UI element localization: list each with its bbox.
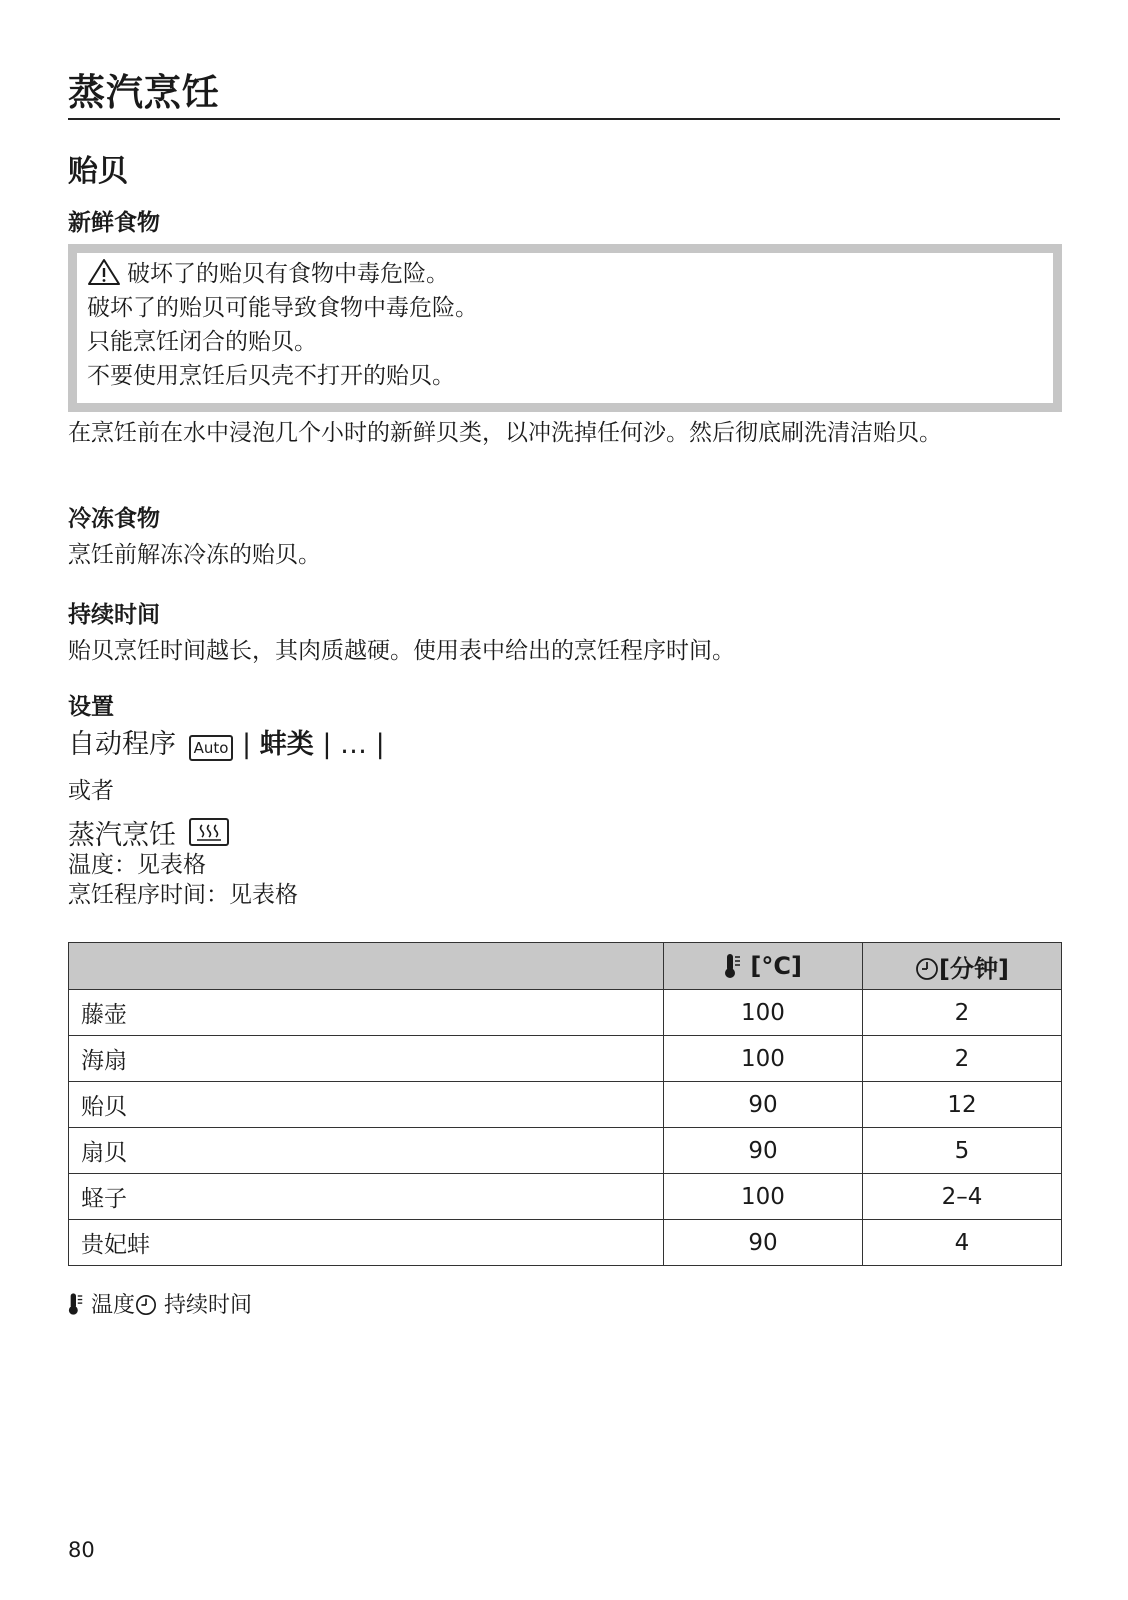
row-food: 贻贝 [69, 1082, 664, 1128]
header-divider [68, 118, 1060, 120]
row-temp: 90 [663, 1082, 862, 1128]
warning-line-3: 只能烹饪闭合的贻贝。 [87, 329, 317, 355]
warning-line-1-text: 破坏了的贻贝有食物中毒危险。 [127, 261, 449, 287]
table-row [69, 1036, 1062, 1082]
row-food: 蛏子 [69, 1174, 664, 1220]
table-header-row [69, 943, 1062, 990]
table-row [69, 1082, 1062, 1128]
table-row [69, 1128, 1062, 1174]
row-food: 海扇 [69, 1036, 664, 1082]
temp-unit-label: [°C] [750, 952, 802, 980]
steam-cooking-line [68, 818, 229, 853]
or-text: 或者 [68, 778, 114, 804]
row-temp: 90 [663, 1220, 862, 1266]
warning-line-4: 不要使用烹饪后贝壳不打开的贻贝。 [87, 363, 455, 389]
clock-icon [915, 957, 939, 981]
auto-program-label: 自动程序 [68, 729, 176, 760]
auto-mode-icon: Auto [189, 735, 234, 761]
row-time: 5 [862, 1128, 1061, 1174]
row-time: 12 [862, 1082, 1061, 1128]
warning-box [68, 244, 1062, 412]
cooking-table [68, 942, 1062, 1266]
row-time: 2 [862, 990, 1061, 1036]
warning-box-inner [77, 253, 1053, 403]
warning-triangle-icon [87, 258, 121, 286]
table-row [69, 1220, 1062, 1266]
page-number: 80 [68, 1538, 95, 1562]
frozen-food-text: 烹饪前解冻冷冻的贻贝。 [68, 542, 321, 568]
table-legend [68, 1288, 252, 1319]
path-ellipsis: | … | [322, 729, 385, 760]
thermometer-icon [724, 953, 742, 979]
row-temp: 100 [663, 1036, 862, 1082]
fresh-food-heading: 新鲜食物 [68, 210, 160, 236]
table-header-temp [663, 943, 862, 990]
row-time: 2 [862, 1036, 1061, 1082]
time-unit-label: [分钟] [939, 954, 1009, 983]
temperature-setting: 温度：见表格 [68, 852, 206, 878]
row-food: 贵妃蚌 [69, 1220, 664, 1266]
row-food: 扇贝 [69, 1128, 664, 1174]
steam-cooking-label: 蒸汽烹饪 [68, 820, 176, 851]
table-row [69, 1174, 1062, 1220]
table-row [69, 990, 1062, 1036]
steam-mode-icon [189, 818, 229, 846]
legend-duration-label: 持续时间 [164, 1293, 253, 1318]
category-label: 蚌类 [259, 729, 314, 760]
warning-line-2: 破坏了的贻贝可能导致食物中毒危险。 [87, 295, 478, 321]
duration-text: 贻贝烹饪时间越长，其肉质越硬。使用表中给出的烹饪程序时间。 [68, 638, 735, 664]
clock-icon [135, 1294, 157, 1316]
thermometer-icon [68, 1292, 84, 1316]
row-temp: 100 [663, 990, 862, 1036]
time-setting: 烹饪程序时间：见表格 [68, 882, 298, 908]
legend-temp-label: 温度 [91, 1293, 136, 1318]
row-time: 4 [862, 1220, 1061, 1266]
section-title: 贻贝 [68, 154, 128, 189]
table-header-time [862, 943, 1061, 990]
warning-line-1 [87, 257, 1053, 291]
frozen-food-heading: 冷冻食物 [68, 506, 160, 532]
settings-heading: 设置 [68, 694, 114, 720]
row-time: 2–4 [862, 1174, 1061, 1220]
path-separator: | [242, 729, 252, 760]
auto-program-path [68, 728, 385, 762]
row-temp: 100 [663, 1174, 862, 1220]
row-temp: 90 [663, 1128, 862, 1174]
table-header-food [69, 943, 664, 990]
chapter-title: 蒸汽烹饪 [68, 71, 220, 114]
fresh-food-text: 在烹饪前在水中浸泡几个小时的新鲜贝类，以冲洗掉任何沙。然后彻底刷洗清洁贻贝。 [68, 420, 942, 446]
row-food: 藤壶 [69, 990, 664, 1036]
duration-heading: 持续时间 [68, 602, 160, 628]
